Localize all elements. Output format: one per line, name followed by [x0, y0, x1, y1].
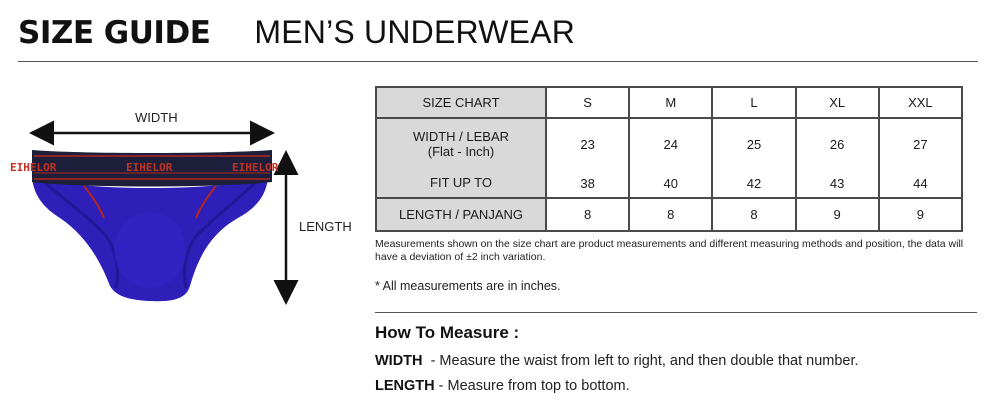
- fit-row-label: FIT UP TO: [430, 175, 492, 190]
- header-divider: [18, 61, 978, 62]
- fit-value: 44: [913, 176, 928, 191]
- page-title: SIZE GUIDE: [18, 15, 211, 51]
- length-value: 9: [879, 198, 962, 231]
- how-to-measure-length: [375, 378, 630, 394]
- width-fit-cell: [629, 118, 712, 198]
- measurement-disclaimer: Measurements shown on the size chart are product measurements and different measuring methods and position, the data will have a deviation of ±2 inch variation.: [375, 238, 964, 263]
- section-divider: [375, 312, 977, 313]
- table-row-width-fit: [376, 118, 962, 198]
- waistband-logo-right: EIHELOR: [232, 161, 279, 174]
- width-instruction: - Measure the waist from left to right, and then double that number.: [422, 353, 859, 369]
- fit-value: 42: [746, 176, 762, 191]
- width-value: 27: [913, 137, 928, 152]
- length-value: 8: [712, 198, 795, 231]
- width-label: WIDTH: [135, 110, 178, 125]
- width-fit-cell: [879, 118, 962, 198]
- waistband-logo-left: EIHELOR: [10, 161, 57, 174]
- length-value: 8: [546, 198, 629, 231]
- length-label: LENGTH: [299, 219, 352, 234]
- length-key: LENGTH: [375, 378, 435, 394]
- how-to-measure-title: How To Measure :: [375, 323, 520, 342]
- fit-value: 43: [829, 176, 845, 191]
- width-value: 24: [663, 137, 679, 152]
- width-value: 23: [580, 137, 595, 152]
- underwear-illustration: [10, 100, 360, 315]
- fit-value: 38: [580, 176, 595, 191]
- width-row-sublabel: (Flat - Inch): [427, 144, 495, 159]
- length-value: 8: [629, 198, 712, 231]
- width-value: 25: [746, 137, 762, 152]
- length-row-label: LENGTH / PANJANG: [376, 198, 546, 231]
- page-subtitle: MEN’S UNDERWEAR: [254, 14, 576, 50]
- size-header-xl: XL: [796, 87, 879, 118]
- size-chart-corner: SIZE CHART: [376, 87, 546, 118]
- width-value: 26: [829, 137, 845, 152]
- width-row-label: WIDTH / LEBAR: [412, 129, 510, 144]
- size-header-s: S: [546, 87, 629, 118]
- length-instruction: - Measure from top to bottom.: [434, 378, 630, 394]
- fit-value: 40: [663, 176, 679, 191]
- size-header-l: L: [712, 87, 795, 118]
- width-fit-cell: [546, 118, 629, 198]
- width-key: WIDTH: [375, 353, 423, 369]
- size-chart-table: [375, 86, 963, 232]
- how-to-measure-width: [375, 353, 859, 369]
- size-header-m: M: [629, 87, 712, 118]
- length-value: 9: [796, 198, 879, 231]
- table-row-length: [376, 198, 962, 231]
- page-header: [18, 14, 575, 54]
- table-header-row: [376, 87, 962, 118]
- waistband-logo: EIHELOR: [126, 161, 173, 174]
- inches-note: * All measurements are in inches.: [375, 279, 561, 293]
- width-fit-label-cell: [376, 118, 546, 198]
- size-header-xxl: XXL: [879, 87, 962, 118]
- width-fit-cell: [796, 118, 879, 198]
- width-fit-cell: [712, 118, 795, 198]
